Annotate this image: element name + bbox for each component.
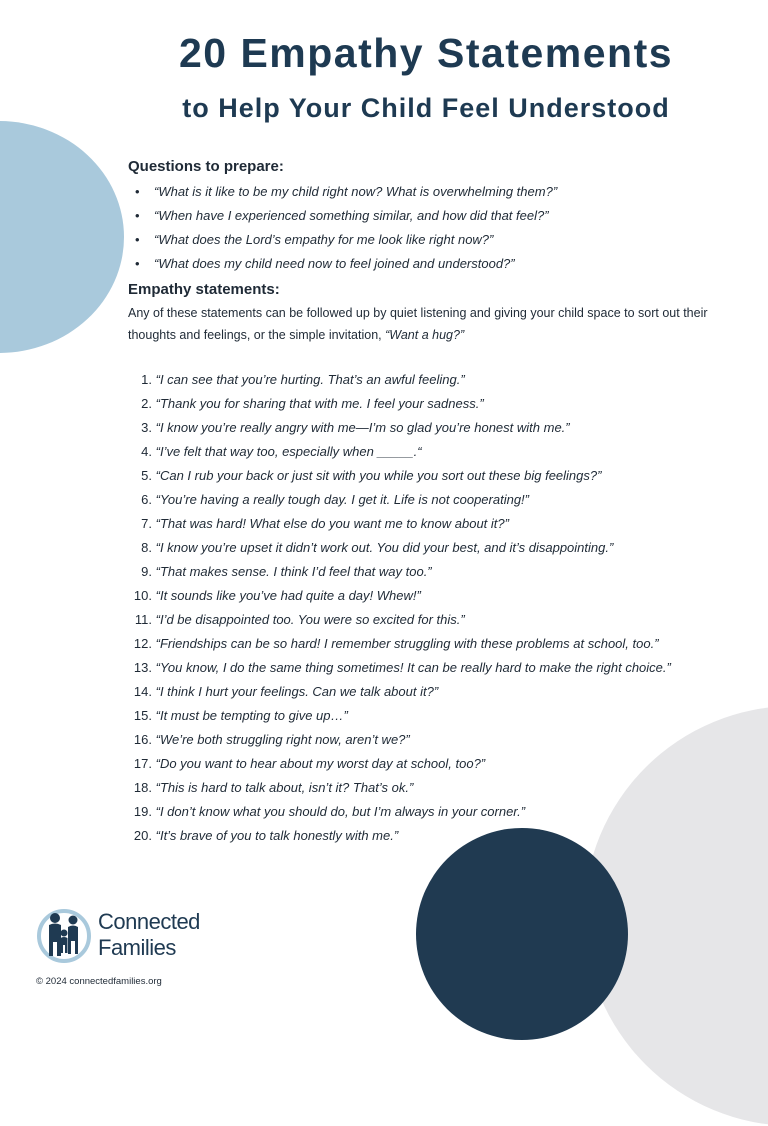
logo-wordmark: Connected Families xyxy=(98,909,200,960)
list-item: 9. “That makes sense. I think I’d feel that way too.” xyxy=(141,564,432,579)
bullet-icon: • xyxy=(135,184,140,199)
questions-heading: Questions to prepare: xyxy=(128,158,284,175)
list-item: 18. “This is hard to talk about, isn’t it? That’s ok.” xyxy=(133,780,414,795)
list-item: 13. “You know, I do the same thing sometimes! It can be really hard to make the right choice.” xyxy=(133,660,671,675)
statements-intro: Any of these statements can be followed up by quiet listening and giving your child space to sort out their thoughts and feelings, or the simple invitation, “Want a hug?” xyxy=(128,306,708,342)
list-item: 17. “Do you want to hear about my worst day at school, too?” xyxy=(133,756,486,771)
list-item: • “When have I experienced something similar, and how did that feel?” xyxy=(128,205,748,229)
list-item: • “What does my child need now to feel joined and understood?” xyxy=(128,253,748,277)
family-logo-icon xyxy=(36,908,92,964)
list-item: 5. “Can I rub your back or just sit with you while you sort out these big feelings?” xyxy=(141,468,602,483)
list-item: 14. “I think I hurt your feelings. Can we talk about it?” xyxy=(133,684,439,699)
list-item: 4. “I’ve felt that way too, especially when _____.“ xyxy=(141,444,422,459)
list-item: 1. “I can see that you’re hurting. That’s an awful feeling.” xyxy=(141,372,465,387)
list-item: 3. “I know you’re really angry with me—I’m so glad you’re honest with me.” xyxy=(141,420,570,435)
list-item: 12. “Friendships can be so hard! I remember struggling with these problems at school, too.” xyxy=(133,636,659,651)
list-item: 15. “It must be tempting to give up…” xyxy=(133,708,348,723)
list-item: 19. “I don’t know what you should do, but I’m always in your corner.” xyxy=(133,804,526,819)
list-item: 20. “It’s brave of you to talk honestly with me.” xyxy=(133,828,399,843)
list-item: 7. “That was hard! What else do you want me to know about it?” xyxy=(141,516,509,531)
page-subtitle: to Help Your Child Feel Understood xyxy=(182,93,670,123)
list-item: 6. “You’re having a really tough day. I get it. Life is not cooperating!” xyxy=(141,492,529,507)
list-item: 8. “I know you’re upset it didn’t work out. You did your best, and it’s disappointing.” xyxy=(141,540,614,555)
bullet-icon: • xyxy=(135,232,140,247)
decorative-circle-light-blue xyxy=(0,121,124,353)
decorative-circle-navy xyxy=(416,828,628,1040)
list-item: 2. “Thank you for sharing that with me. I feel your sadness.” xyxy=(141,396,484,411)
statements-heading: Empathy statements: xyxy=(128,281,280,298)
page-title: 20 Empathy Statements xyxy=(178,30,674,76)
copyright-text: © 2024 connectedfamilies.org xyxy=(36,976,162,987)
questions-list xyxy=(128,181,748,277)
list-item: 10. “It sounds like you’ve had quite a day! Whew!” xyxy=(133,588,421,603)
connected-families-logo xyxy=(36,908,206,968)
list-item: • “What does the Lord’s empathy for me look like right now?” xyxy=(128,229,748,253)
list-item: • “What is it like to be my child right now? What is overwhelming them?” xyxy=(128,181,748,205)
list-item: 11. “I’d be disappointed too. You were so excited for this.” xyxy=(134,612,465,627)
intro-quote: “Want a hug?” xyxy=(385,328,465,342)
bullet-icon: • xyxy=(135,256,140,271)
list-item: 16. “We’re both struggling right now, aren’t we?” xyxy=(133,732,410,747)
bullet-icon: • xyxy=(135,208,140,223)
statements-list xyxy=(128,368,748,848)
